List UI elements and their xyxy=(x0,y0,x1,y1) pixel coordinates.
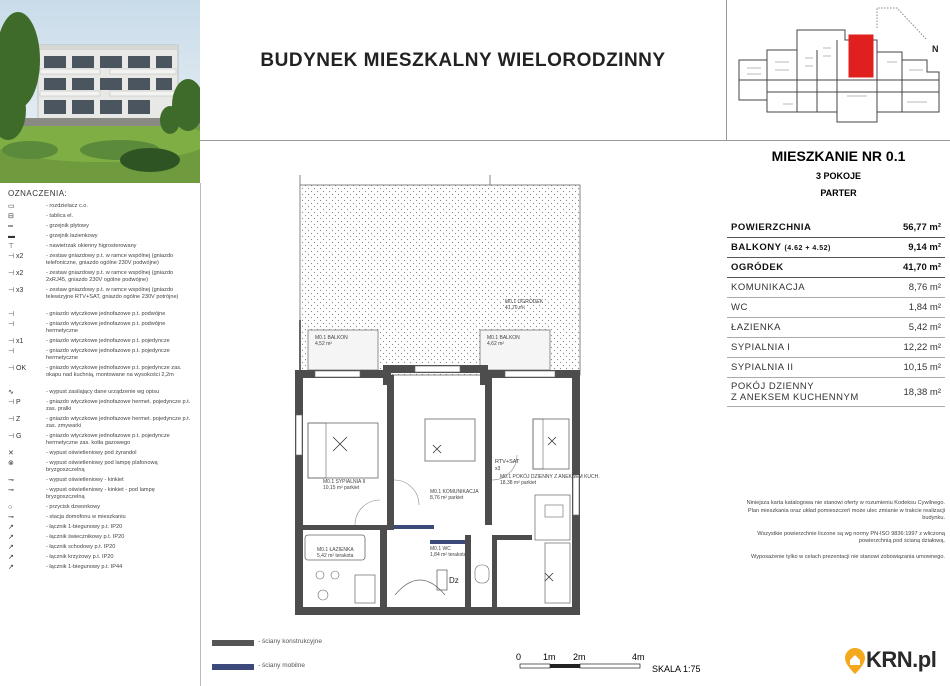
house-pin-icon xyxy=(844,646,866,676)
legend-text: - gniazdo wtyczkowe jednofazowe p.t. pojedyncze zas. okapu nad kuchnią, montowane na wysokości 2,2m xyxy=(46,365,182,378)
label-rtv-count: x3 xyxy=(495,466,501,472)
area-label xyxy=(727,218,890,238)
building-photo xyxy=(0,0,200,183)
area-label-text: OGRÓDEK xyxy=(731,262,784,273)
area-label xyxy=(727,278,890,298)
area-row xyxy=(727,378,945,407)
area-table xyxy=(727,218,945,407)
area-value: 12,22 m² xyxy=(890,338,945,358)
legend-text: - zestaw gniazdowy p.t. w ramce wspólnej (gniazdo telewizyjne RTV+SAT, gniazdo ogólne 230V potrójne) xyxy=(46,287,179,300)
legend-symbol-icon: ✕ xyxy=(8,450,14,457)
legend-symbol-icon: ⊣ xyxy=(8,348,15,355)
label-door-dz: Dz xyxy=(449,576,459,585)
page-title: BUDYNEK MIESZKALNY WIELORODZINNY xyxy=(260,50,666,71)
legend-text: - rozdzielacz c.o. xyxy=(46,203,88,209)
logo-text: KRN.pl xyxy=(866,647,937,672)
area-row xyxy=(727,238,945,258)
legend-text: - grzejnik płytowy xyxy=(46,223,89,229)
legend-text: - wypust oświetleniowy pod lampę plafonową bryzgoszczelną xyxy=(46,460,158,473)
legend-symbol-icon: ⊟ xyxy=(8,213,14,220)
area-row xyxy=(727,278,945,298)
legend-text: - gniazdo wtyczkowe jednofazowe p.t. podwójne hermetyczne xyxy=(46,321,166,334)
key-plan xyxy=(727,0,950,141)
scale-tick-3: 4m xyxy=(632,652,645,662)
area-value: 1,84 m² xyxy=(890,298,945,318)
legend-text: - nawietrzak okienny higrosterowany xyxy=(46,243,137,249)
note-1: Niniejsza karta katalogowa nie stanowi oferty w rozumieniu Kodeksu Cywilnego. Plan mieszkania oraz układ pomieszczeń może ulec zmianie w trakcie realizacji budynku. xyxy=(746,500,945,522)
area-label xyxy=(727,258,890,278)
label-balcony-left: M0.1 BALKON 4,52 m² xyxy=(315,335,348,347)
legend-text: - zestaw gniazdowy p.t. w ramce wspólnej (gniazdo 2xRJ45, gniazdo 230V ogólne podwójne) xyxy=(46,270,174,283)
legend-text: - łącznik świecznikowy p.t. IP20 xyxy=(46,534,125,540)
building-render-image xyxy=(0,0,200,183)
legend-symbol-icon: ⊣ xyxy=(8,311,15,318)
legend-text: - gniazdo wtyczkowe jednofazowe p.t. pojedyncze hermetyczne zas. kotła gazowego xyxy=(46,433,170,446)
legend-symbol-icon: ⊣ G xyxy=(8,433,22,440)
legend-text: - grzejnik łazienkowy xyxy=(46,233,98,239)
area-label-text: SYPIALNIA I xyxy=(731,342,791,353)
legend-symbol-icon: ═ xyxy=(8,223,13,230)
area-label-text: POWIERZCHNIA xyxy=(731,222,812,233)
area-value: 56,77 m² xyxy=(890,218,945,238)
area-sub: (4.62 + 4.52) xyxy=(784,245,831,252)
floor-plan xyxy=(205,175,725,650)
legend-symbol-icon: ↗ xyxy=(8,534,14,541)
area-label-text: WC xyxy=(731,302,748,313)
area-label-text: SYPIALNIA II xyxy=(731,362,794,373)
legend-text: - gniazdo wtyczkowe jednofazowe hermet. pojedyncze p.t. zas. pralki xyxy=(46,399,191,412)
wall-legend xyxy=(212,636,462,680)
header-panel xyxy=(200,0,727,141)
label-balcony-right: M0.1 BALKON 4,62 m² xyxy=(487,335,520,347)
legend-symbol-icon: ⊸ xyxy=(8,487,14,494)
label-garden: M0.1 OGRÓDEK 41,70 m² xyxy=(505,299,544,311)
legend-symbol-icon: ⊸ xyxy=(8,514,14,521)
label-corridor: M0.1 KOMUNIKACJA 8,76 m² parkiet xyxy=(430,489,479,501)
legend-symbol-icon: ⊣ x3 xyxy=(8,287,24,294)
legend-symbol-icon: ∿ xyxy=(8,389,14,396)
legend-text: - gniazdo wtyczkowe jednofazowe p.t. pojedyncze hermetyczne xyxy=(46,348,170,361)
legend-symbol-icon: ⊤ xyxy=(8,243,15,250)
legend-text: - gniazdo wtyczkowe jednofazowe hermet. pojedyncze p.t. zas. zmywarki xyxy=(46,416,191,429)
key-plan-drawing xyxy=(727,0,950,140)
legend-symbol-icon: ⊸ xyxy=(8,477,14,484)
legend-text: - łącznik 1-biegunowy p.t. IP44 xyxy=(46,564,123,570)
legend-symbol-icon: ↗ xyxy=(8,524,14,531)
area-value: 9,14 m² xyxy=(890,238,945,258)
area-row xyxy=(727,318,945,338)
area-value: 41,70 m² xyxy=(890,258,945,278)
mobile-wall-swatch xyxy=(212,664,254,670)
legend-text: - wypust oświetleniowy - kinkiet xyxy=(46,477,124,483)
label-bedroom-2: M0.1 SYPIALNIA II 10,15 m² parkiet xyxy=(323,479,366,491)
legend-panel xyxy=(0,183,201,686)
north-arrow-icon: N xyxy=(932,44,939,54)
area-label xyxy=(727,318,890,338)
legend-symbol-icon: ▭ xyxy=(8,203,15,210)
legend-symbol-icon: ↗ xyxy=(8,554,14,561)
area-label xyxy=(727,298,890,318)
legend-symbol-icon: ⊣ xyxy=(8,321,15,328)
legend-text: - gniazdo wtyczkowe jednofazowe p.t. pojedyncze xyxy=(46,338,170,344)
legend-text: - łącznik 1-biegunowy p.t. IP20 xyxy=(46,524,123,530)
legend-symbol-icon: ⊣ P xyxy=(8,399,21,406)
structural-wall-label: - ściany konstrukcyjne xyxy=(258,638,322,645)
legend-symbol-icon: ⊣ x2 xyxy=(8,270,24,277)
area-row xyxy=(727,218,945,238)
area-label-text: KOMUNIKACJA xyxy=(731,282,806,293)
legend-text: - tablica el. xyxy=(46,213,74,219)
legend-text: - łącznik krzyżowy p.t. IP20 xyxy=(46,554,114,560)
apartment-floor: PARTER xyxy=(820,188,857,198)
note-2: Wszystkie powierzchnie liczone są wg normy PN-ISO 9836:1997 z wliczoną powierzchnią pod ścianą działową. xyxy=(757,530,945,545)
note-3: Wyposażenie tylko w celach prezentacji nie stanowi zobowiązania umownego. xyxy=(751,553,945,560)
mobile-wall-label: - ściany mobilne xyxy=(258,662,305,669)
area-value: 10,15 m² xyxy=(890,358,945,378)
structural-wall-swatch xyxy=(212,640,254,646)
area-row xyxy=(727,358,945,378)
legend-text: - wypust oświetleniowy pod żyrandol xyxy=(46,450,137,456)
legend-text: - zestaw gniazdowy p.t. w ramce wspólnej (gniazdo telefoniczne, gniazdo ogólne 230V podwójne) xyxy=(46,253,174,266)
area-label-text: POKÓJ DZIENNY Z ANEKSEM KUCHENNYM xyxy=(731,381,859,403)
label-bathroom: M0.1 ŁAZIENKA 5,42 m² terakota xyxy=(317,547,354,559)
legend-symbol-icon: ▬ xyxy=(8,233,15,240)
legend-symbol-icon: ↗ xyxy=(8,564,14,571)
legend-text: - wypust oświetleniowy - kinkiet - pod lampę bryzgoszczelną xyxy=(46,487,155,500)
area-value: 5,42 m² xyxy=(890,318,945,338)
area-label xyxy=(727,358,890,378)
label-living: M0.1 POKÓJ DZIENNY Z ANEKSEM KUCH. 18,38 m² parkiet xyxy=(500,474,600,486)
area-label-text: ŁAZIENKA xyxy=(731,322,781,333)
floor-plan-drawing xyxy=(205,175,725,650)
area-value: 18,38 m² xyxy=(890,378,945,407)
legend-text: - wypust zasilający dane urządzenie wg opisu xyxy=(46,389,160,395)
area-label xyxy=(727,378,890,407)
area-label xyxy=(727,338,890,358)
legend-symbol-icon: ⊣ OK xyxy=(8,365,27,372)
krn-logo xyxy=(842,642,948,678)
apartment-info-panel xyxy=(727,140,950,660)
area-label xyxy=(727,238,890,258)
area-label-text: BALKONY xyxy=(731,242,782,253)
area-row xyxy=(727,258,945,278)
legend-symbol-icon: ↗ xyxy=(8,544,14,551)
legend-symbol-icon: ⊣ Z xyxy=(8,416,21,423)
legend-text: - stacja domofonu w mieszkaniu xyxy=(46,514,126,520)
label-rtv: RTV+SAT xyxy=(495,459,520,465)
legend-heading: OZNACZENIA: xyxy=(8,189,68,198)
label-wc: M0.1 WC 1,84 m² terakota xyxy=(430,546,467,558)
legend-text: - przycisk dzwonkowy xyxy=(46,504,101,510)
legend-symbol-icon: ⊣ x1 xyxy=(8,338,24,345)
scale-tick-0: 0 xyxy=(516,652,522,662)
apartment-title: MIESZKANIE NR 0.1 xyxy=(771,148,906,164)
apartment-rooms: 3 POKOJE xyxy=(815,171,862,181)
scale-bar xyxy=(510,648,810,678)
area-value: 8,76 m² xyxy=(890,278,945,298)
legend-symbol-icon: ⊗ xyxy=(8,460,14,467)
highlighted-apartment xyxy=(849,35,873,77)
area-row xyxy=(727,338,945,358)
legend-symbol-icon: ⊣ x2 xyxy=(8,253,24,260)
disclaimer-notes xyxy=(735,500,945,569)
legend-text: - łącznik schodowy p.t. IP20 xyxy=(46,544,116,550)
legend-symbol-icon: ○ xyxy=(8,504,13,511)
area-row xyxy=(727,298,945,318)
legend-text: - gniazdo wtyczkowe jednofazowe p.t. podwójne xyxy=(46,311,166,317)
scale-tick-1: 1m xyxy=(543,652,556,662)
scale-tick-2: 2m xyxy=(573,652,586,662)
scale-label: SKALA 1:75 xyxy=(652,664,701,674)
